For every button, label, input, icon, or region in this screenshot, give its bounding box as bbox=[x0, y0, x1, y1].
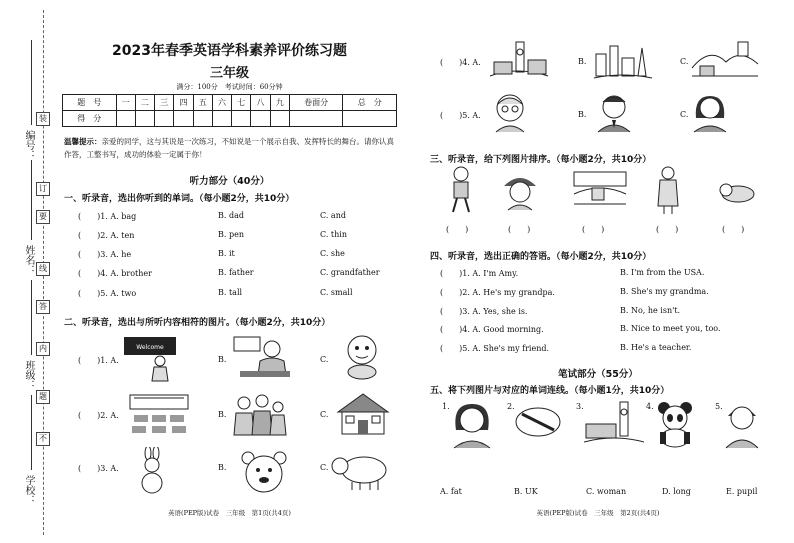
name-underline[interactable] bbox=[31, 160, 32, 240]
table-cell: 四 bbox=[174, 95, 193, 111]
word-option[interactable]: C. woman bbox=[586, 487, 627, 496]
option-c-label[interactable]: C. bbox=[320, 410, 329, 419]
score-cell[interactable] bbox=[343, 111, 397, 127]
binding-margin bbox=[0, 0, 58, 543]
option-c-label[interactable]: C. bbox=[320, 463, 329, 472]
writing-part-title: 笔试部分（55分） bbox=[558, 369, 638, 380]
seal-word: 题 bbox=[36, 390, 50, 404]
exam-title: 2023年春季英语学科素养评价练习题 bbox=[112, 43, 347, 59]
word-option[interactable]: E. pupil bbox=[726, 487, 758, 496]
table-cell: 总 分 bbox=[343, 95, 397, 111]
seal-animal-image[interactable] bbox=[718, 176, 758, 206]
section-1-title: 一、听录音，选出你听到的单词。（每小题2分，共10分） bbox=[64, 194, 295, 204]
option-c-label[interactable]: C. bbox=[680, 110, 689, 119]
question-row bbox=[428, 343, 768, 355]
id-label: 编号： bbox=[23, 130, 34, 160]
option-b-label[interactable]: B. bbox=[218, 355, 227, 364]
section-2-title: 二、听录音，选出与所听内容相符的图片。（每小题2分，共10分） bbox=[64, 318, 331, 328]
score-cell[interactable] bbox=[155, 111, 174, 127]
score-cell[interactable] bbox=[174, 111, 193, 127]
question-option-b[interactable]: B. dad bbox=[218, 211, 244, 220]
question-number[interactable]: ( )1. A. bbox=[78, 356, 119, 365]
question-option-c[interactable]: C. thin bbox=[320, 230, 347, 239]
option-b-label[interactable]: B. bbox=[218, 463, 227, 472]
section-4-title: 四、听录音，选出正确的答语。（每小题2分，共10分） bbox=[430, 252, 652, 262]
sheep-image[interactable] bbox=[330, 452, 390, 492]
question-option-a[interactable]: ( )3. A. Yes, she is. bbox=[440, 307, 528, 316]
table-cell: 三 bbox=[155, 95, 174, 111]
seal-word: 线 bbox=[36, 262, 50, 276]
panda-image[interactable] bbox=[654, 400, 696, 448]
seal-word: 装 bbox=[36, 112, 50, 126]
grandmother-image[interactable] bbox=[490, 92, 530, 134]
seal-word: 答 bbox=[36, 300, 50, 314]
question-row bbox=[62, 249, 397, 261]
word-option[interactable]: B. UK bbox=[514, 487, 538, 496]
score-table-score-row bbox=[63, 111, 397, 127]
london-landmark-image[interactable] bbox=[488, 40, 550, 80]
listening-part-title: 听力部分（40分） bbox=[189, 176, 270, 187]
order-blank[interactable]: ( ) bbox=[446, 225, 469, 234]
score-cell[interactable] bbox=[116, 111, 135, 127]
house-image[interactable] bbox=[334, 390, 392, 438]
item-number: 3. bbox=[576, 402, 584, 411]
boy-pupil-image[interactable] bbox=[722, 400, 762, 450]
section-3-title: 三、听录音，给下列图片排序。（每小题2分，共10分） bbox=[430, 155, 652, 165]
id-underline[interactable] bbox=[31, 40, 32, 125]
seal-word: 不 bbox=[36, 432, 50, 446]
table-cell: 六 bbox=[212, 95, 231, 111]
big-ben-image[interactable] bbox=[584, 400, 644, 446]
teacher-blackboard-image[interactable] bbox=[122, 335, 184, 383]
question-row bbox=[62, 211, 397, 223]
table-cell: 五 bbox=[193, 95, 212, 111]
question-option-a[interactable]: ( )2. A. He's my grandpa. bbox=[440, 288, 555, 297]
page-footer: 英语(PEP版)试卷 三年级 第1页(共4页) bbox=[168, 509, 291, 517]
option-b-label[interactable]: B. bbox=[578, 57, 587, 66]
score-table-header-row bbox=[63, 95, 397, 111]
item-number: 2. bbox=[507, 402, 515, 411]
question-option-a[interactable]: ( )1. A. I'm Amy. bbox=[440, 269, 519, 278]
seal-word: 要 bbox=[36, 210, 50, 224]
tip-label: 温馨提示： bbox=[64, 137, 102, 146]
name-label: 姓名： bbox=[23, 245, 34, 275]
question-row bbox=[428, 306, 768, 318]
option-c-label[interactable]: C. bbox=[680, 57, 689, 66]
score-cell[interactable] bbox=[289, 111, 343, 127]
class-label: 班级： bbox=[23, 360, 34, 390]
question-row bbox=[62, 268, 397, 280]
school-label: 学校： bbox=[23, 475, 34, 505]
exam-meta: 满分：100分 考试时间：60分钟 bbox=[176, 83, 283, 91]
question-option-a[interactable]: ( )5. A. two bbox=[78, 289, 137, 298]
question-row bbox=[62, 230, 397, 242]
question-option-b[interactable]: B. I'm from the USA. bbox=[620, 268, 705, 277]
grade-title: 三年级 bbox=[209, 66, 249, 81]
question-row bbox=[428, 324, 768, 336]
tall-woman-image[interactable] bbox=[654, 166, 682, 216]
tip-box bbox=[64, 135, 397, 161]
woman-portrait-image[interactable] bbox=[450, 400, 494, 450]
man-at-desk-image[interactable] bbox=[232, 335, 292, 380]
table-cell: 八 bbox=[251, 95, 270, 111]
question-option-b[interactable]: B. father bbox=[218, 268, 254, 277]
page-one bbox=[62, 0, 397, 543]
city-skyline-image[interactable] bbox=[592, 40, 654, 80]
question-row bbox=[62, 288, 397, 300]
tip-text: 亲爱的同学，这与其说是一次练习，不如说是一个展示自我、发挥特长的舞台。请你认真作答，工整书写，成功的体验一定属于你！ bbox=[64, 137, 394, 159]
score-cell[interactable] bbox=[212, 111, 231, 127]
word-option[interactable]: A. fat bbox=[440, 487, 462, 496]
question-option-b[interactable]: B. it bbox=[218, 249, 235, 258]
family-image[interactable] bbox=[232, 393, 290, 438]
question-option-c[interactable]: C. she bbox=[320, 249, 345, 258]
option-b-label[interactable]: B. bbox=[218, 410, 227, 419]
bridge-scene-image[interactable] bbox=[572, 168, 628, 210]
score-cell[interactable] bbox=[232, 111, 251, 127]
baby-image[interactable] bbox=[338, 332, 388, 380]
school-underline[interactable] bbox=[31, 395, 32, 470]
score-cell[interactable] bbox=[251, 111, 270, 127]
class-underline[interactable] bbox=[31, 280, 32, 355]
score-cell[interactable] bbox=[193, 111, 212, 127]
table-cell: 卷面分 bbox=[289, 95, 343, 111]
order-blank[interactable]: ( ) bbox=[722, 225, 745, 234]
order-blank[interactable]: ( ) bbox=[656, 225, 679, 234]
question-option-b[interactable]: B. He's a teacher. bbox=[620, 343, 692, 352]
score-table bbox=[62, 94, 397, 127]
word-option[interactable]: D. long bbox=[662, 487, 691, 496]
item-number: 1. bbox=[442, 402, 450, 411]
table-cell: 题 号 bbox=[63, 95, 117, 111]
board-word: Welcome bbox=[136, 344, 164, 351]
seal-word: 订 bbox=[36, 182, 50, 196]
rabbit-image[interactable] bbox=[132, 447, 172, 495]
boy-walking-image[interactable] bbox=[444, 166, 478, 216]
question-option-c[interactable]: C. and bbox=[320, 211, 346, 220]
question-option-a[interactable]: ( )2. A. ten bbox=[78, 231, 135, 240]
order-blank[interactable]: ( ) bbox=[508, 225, 531, 234]
girl-hat-image[interactable] bbox=[500, 170, 540, 212]
item-number: 4. bbox=[646, 402, 654, 411]
classroom-image[interactable] bbox=[128, 393, 190, 438]
question-number[interactable]: ( )2. A. bbox=[78, 411, 119, 420]
woman-image[interactable] bbox=[690, 92, 730, 134]
question-row bbox=[428, 268, 768, 280]
score-cell[interactable] bbox=[270, 111, 289, 127]
question-option-c[interactable]: C. grandfather bbox=[320, 268, 380, 277]
table-cell: 七 bbox=[232, 95, 251, 111]
question-option-b[interactable]: B. Nice to meet you, too. bbox=[620, 324, 721, 333]
question-option-a[interactable]: ( )5. A. She's my friend. bbox=[440, 344, 550, 353]
table-cell: 九 bbox=[270, 95, 289, 111]
question-option-a[interactable]: ( )1. A. bag bbox=[78, 212, 137, 221]
order-blank[interactable]: ( ) bbox=[582, 225, 605, 234]
ruler-image[interactable] bbox=[514, 404, 562, 440]
man-image[interactable] bbox=[594, 92, 634, 134]
seal-word: 内 bbox=[36, 342, 50, 356]
question-option-a[interactable]: ( )4. A. Good morning. bbox=[440, 325, 544, 334]
question-option-a[interactable]: ( )3. A. he bbox=[78, 250, 132, 259]
section-5-title: 五、将下列图片与对应的单词连线。（每小题1分，共10分） bbox=[430, 386, 670, 396]
landscape-image[interactable] bbox=[690, 38, 760, 80]
question-option-b[interactable]: B. She's my grandma. bbox=[620, 287, 709, 296]
question-option-a[interactable]: ( )4. A. brother bbox=[78, 269, 152, 278]
item-number: 5. bbox=[715, 402, 723, 411]
option-b-label[interactable]: B. bbox=[578, 110, 587, 119]
question-option-b[interactable]: B. No, he isn't. bbox=[620, 306, 681, 315]
table-cell: 得 分 bbox=[63, 111, 117, 127]
bear-image[interactable] bbox=[238, 450, 290, 496]
page-two bbox=[428, 0, 768, 543]
table-cell: 二 bbox=[135, 95, 154, 111]
score-cell[interactable] bbox=[135, 111, 154, 127]
question-number[interactable]: ( )4. A. bbox=[440, 58, 481, 67]
question-number[interactable]: ( )5. A. bbox=[440, 111, 481, 120]
question-option-c[interactable]: C. small bbox=[320, 288, 353, 297]
option-c-label[interactable]: C. bbox=[320, 355, 329, 364]
question-number[interactable]: ( )3. A. bbox=[78, 464, 119, 473]
question-row bbox=[428, 287, 768, 299]
page-footer: 英语(PEP版)试卷 三年级 第2页(共4页) bbox=[536, 509, 660, 517]
question-option-b[interactable]: B. pen bbox=[218, 230, 244, 239]
table-cell: 一 bbox=[116, 95, 135, 111]
question-option-b[interactable]: B. tall bbox=[218, 288, 243, 297]
